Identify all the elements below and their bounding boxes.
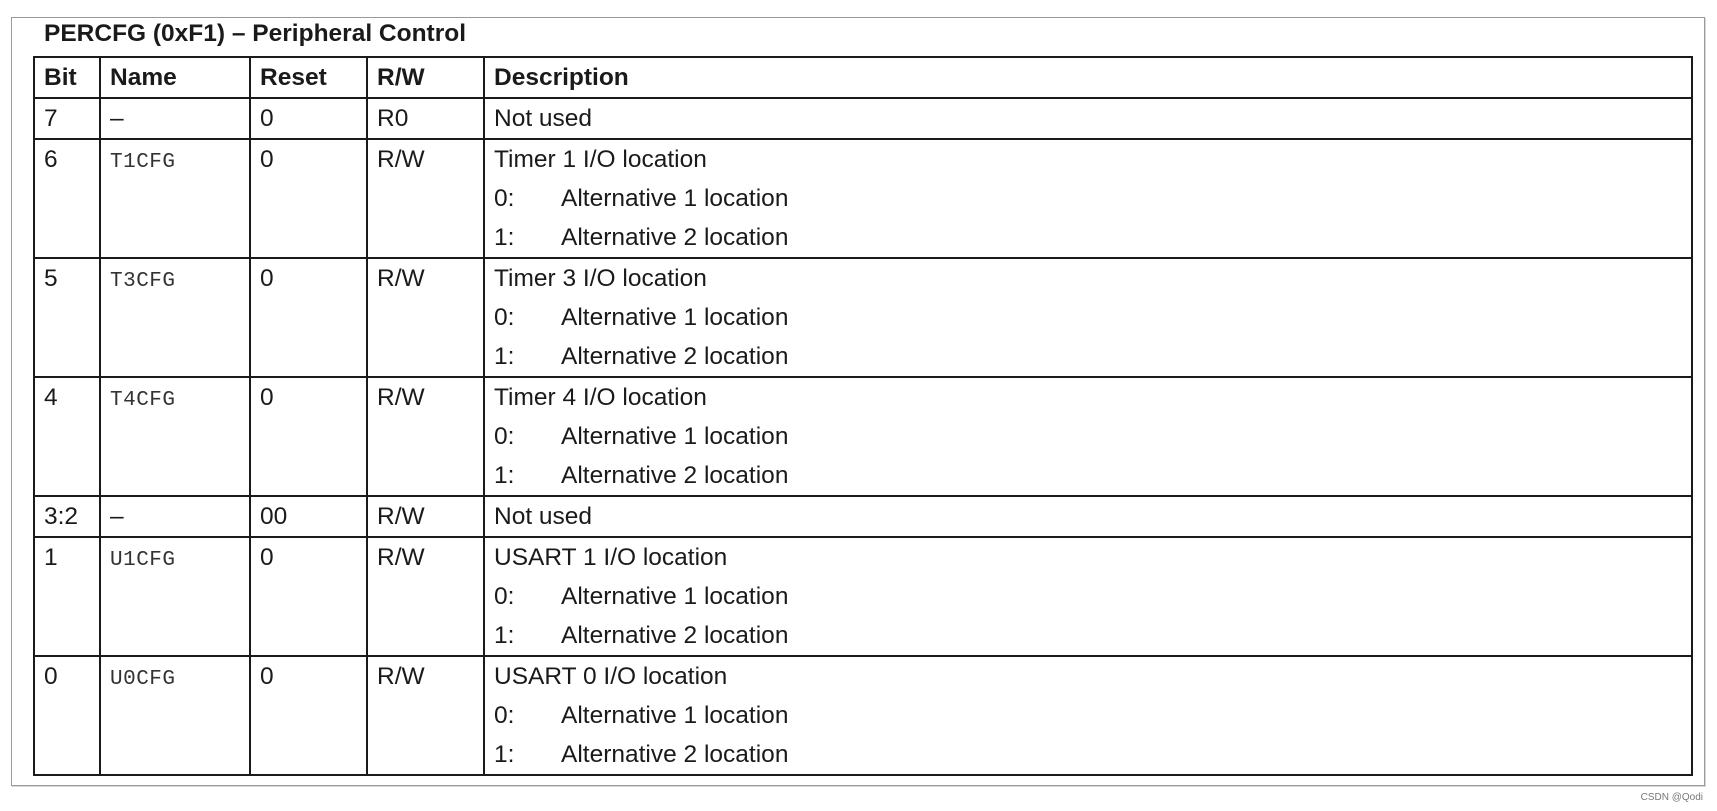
option-line [494,337,1691,376]
bit-cell-text: 7 [44,105,58,132]
bit-cell-text: 0 [44,663,58,690]
option-line [494,577,1691,616]
option-key: 1: [494,622,515,649]
table-row [34,537,1692,656]
bit-cell [34,258,100,377]
rw-cell [367,656,484,775]
table-row [34,656,1692,775]
column-header-reset: Reset [250,57,367,98]
option-line [494,616,1691,655]
bit-cell [34,496,100,537]
rw-cell-text: R0 [377,105,409,132]
column-header-rw: R/W [367,57,484,98]
name-cell-text: – [110,503,124,530]
option-line [494,218,1691,257]
bit-cell [34,537,100,656]
option-key: 1: [494,462,515,489]
description-text: Timer 3 I/O location [494,265,707,292]
bit-cell-text: 6 [44,146,58,173]
header-row [34,57,1692,98]
option-key: 1: [494,224,515,251]
option-text: Alternative 2 location [561,343,789,370]
rw-cell [367,139,484,258]
rw-cell-text: R/W [377,503,425,530]
option-text: Alternative 1 location [561,583,789,610]
rw-cell [367,377,484,496]
description-cell [484,377,1692,496]
name-cell-text: U1CFG [110,549,176,572]
bit-cell-text: 5 [44,265,58,292]
column-header-bit: Bit [34,57,100,98]
bit-cell-text: 1 [44,544,58,571]
watermark: CSDN @Qodi [1640,792,1703,803]
reset-cell [250,656,367,775]
reset-cell [250,98,367,139]
table-row [34,258,1692,377]
description-text: Timer 4 I/O location [494,384,707,411]
option-text: Alternative 1 location [561,185,789,212]
description-cell [484,98,1692,139]
option-line [494,456,1691,495]
name-cell-text: T4CFG [110,389,176,412]
name-cell-text: T1CFG [110,151,176,174]
option-key: 0: [494,185,515,212]
bit-cell-text: 3:2 [44,503,79,530]
option-line [494,696,1691,735]
bit-cell [34,98,100,139]
option-key: 0: [494,423,515,450]
rw-cell [367,258,484,377]
bit-cell [34,139,100,258]
table-row [34,98,1692,139]
rw-cell [367,98,484,139]
reset-cell-text: 0 [260,544,274,571]
table-title: PERCFG (0xF1) – Peripheral Control [44,20,467,47]
reset-cell-text: 0 [260,105,274,132]
option-key: 0: [494,583,515,610]
option-key: 0: [494,304,515,331]
name-cell-text: T3CFG [110,270,176,293]
rw-cell-text: R/W [377,146,425,173]
name-cell [100,258,250,377]
bit-cell-text: 4 [44,384,58,411]
description-cell [484,139,1692,258]
reset-cell [250,377,367,496]
description-cell [484,258,1692,377]
register-table [33,56,1693,776]
option-text: Alternative 1 location [561,702,789,729]
option-key: 1: [494,741,515,768]
option-line [494,417,1691,456]
reset-cell [250,537,367,656]
rw-cell [367,537,484,656]
option-text: Alternative 1 location [561,423,789,450]
description-text: Not used [494,105,593,132]
description-text: Not used [494,503,593,530]
column-header-description: Description [484,57,1692,98]
description-cell [484,496,1692,537]
name-cell-text: U0CFG [110,668,176,691]
name-cell-text: – [110,105,124,132]
reset-cell-text: 0 [260,265,274,292]
rw-cell-text: R/W [377,265,425,292]
reset-cell [250,139,367,258]
name-cell [100,98,250,139]
name-cell [100,496,250,537]
description-text: USART 0 I/O location [494,663,728,690]
rw-cell-text: R/W [377,384,425,411]
name-cell [100,656,250,775]
column-header-name: Name [100,57,250,98]
reset-cell-text: 0 [260,146,274,173]
reset-cell-text: 0 [260,663,274,690]
name-cell [100,139,250,258]
reset-cell [250,496,367,537]
option-text: Alternative 1 location [561,304,789,331]
description-cell [484,656,1692,775]
reset-cell-text: 0 [260,384,274,411]
table-row [34,496,1692,537]
option-line [494,179,1691,218]
table-body [34,98,1692,775]
option-text: Alternative 2 location [561,224,789,251]
option-key: 1: [494,343,515,370]
description-cell [484,537,1692,656]
reset-cell-text: 00 [260,503,288,530]
option-text: Alternative 2 location [561,622,789,649]
rw-cell-text: R/W [377,544,425,571]
bit-cell [34,656,100,775]
bit-cell [34,377,100,496]
description-text: Timer 1 I/O location [494,146,707,173]
reset-cell [250,258,367,377]
option-text: Alternative 2 location [561,462,789,489]
option-line [494,298,1691,337]
name-cell [100,377,250,496]
option-line [494,735,1691,774]
option-key: 0: [494,702,515,729]
table-row [34,377,1692,496]
table-row [34,139,1692,258]
rw-cell [367,496,484,537]
option-text: Alternative 2 location [561,741,789,768]
name-cell [100,537,250,656]
rw-cell-text: R/W [377,663,425,690]
description-text: USART 1 I/O location [494,544,728,571]
